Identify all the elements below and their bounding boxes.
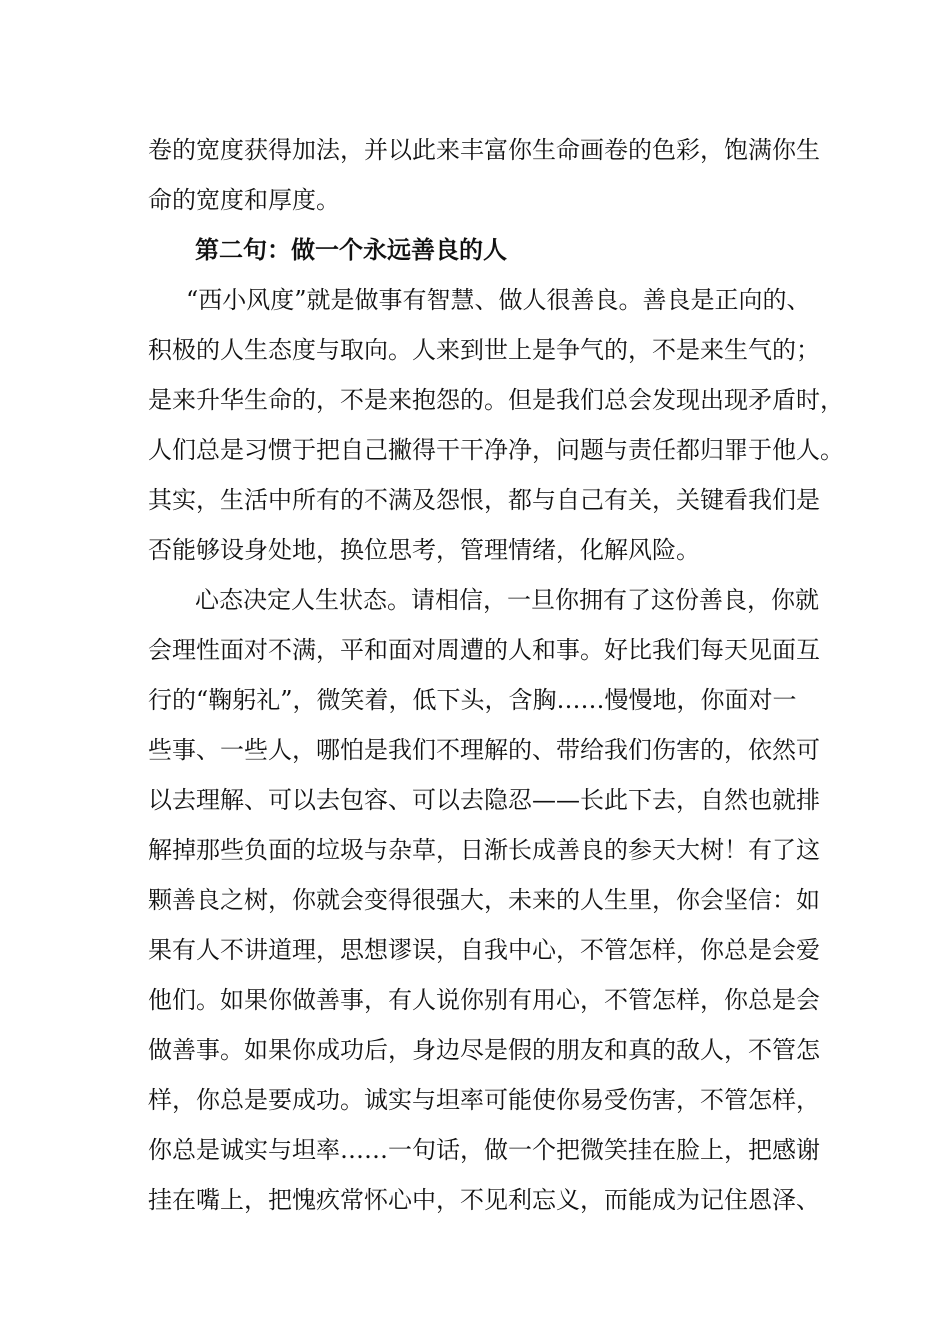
text-line: 他们。如果你做善事，有人说你别有用心，不管怎样，你总是会 <box>148 986 820 1014</box>
section-heading: 第二句：做一个永远善良的人 <box>195 235 507 264</box>
text-line: 卷的宽度获得加法，并以此来丰富你生命画卷的色彩，饱满你生 <box>148 136 820 164</box>
text-line: 以去理解、可以去包容、可以去隐忍——长此下去，自然也就排 <box>148 786 820 814</box>
text-line: 些事、一些人，哪怕是我们不理解的、带给我们伤害的，依然可 <box>148 736 820 764</box>
text-line: 否能够设身处地，换位思考，管理情绪，化解风险。 <box>148 536 700 564</box>
text-line: 你总是诚实与坦率……一句话，做一个把微笑挂在脸上，把感谢 <box>148 1136 820 1164</box>
text-line: 解掉那些负面的垃圾与杂草，日渐长成善良的参天大树！有了这 <box>148 836 820 864</box>
text-line: 做善事。如果你成功后，身边尽是假的朋友和真的敌人，不管怎 <box>148 1036 820 1064</box>
text-line: 样，你总是要成功。诚实与坦率可能使你易受伤害，不管怎样， <box>148 1086 820 1114</box>
text-line: 会理性面对不满，平和面对周遭的人和事。好比我们每天见面互 <box>148 636 820 664</box>
text-line: 行的“鞠躬礼”，微笑着，低下头，含胸……慢慢地，你面对一 <box>148 686 797 714</box>
text-line: 颗善良之树，你就会变得很强大，未来的人生里，你会坚信：如 <box>148 886 820 914</box>
text-line: 命的宽度和厚度。 <box>148 186 340 214</box>
text-line: 是来升华生命的，不是来抱怨的。但是我们总会发现出现矛盾时， <box>148 386 844 414</box>
text-line: 果有人不讲道理，思想谬误，自我中心，不管怎样，你总是会爱 <box>148 936 820 964</box>
text-line: 挂在嘴上，把愧疚常怀心中，不见利忘义，而能成为记住恩泽、 <box>148 1186 820 1214</box>
text-line: 其实，生活中所有的不满及怨恨，都与自己有关，关键看我们是 <box>148 486 820 514</box>
text-line: 积极的人生态度与取向。人来到世上是争气的，不是来生气的； <box>148 336 820 364</box>
text-line: 人们总是习惯于把自己撇得干干净净，问题与责任都归罪于他人。 <box>148 436 844 464</box>
text-line: 心态决定人生状态。请相信，一旦你拥有了这份善良，你就 <box>195 586 819 614</box>
text-line: “西小风度”就是做事有智慧、做人很善良。善良是正向的、 <box>186 286 811 314</box>
